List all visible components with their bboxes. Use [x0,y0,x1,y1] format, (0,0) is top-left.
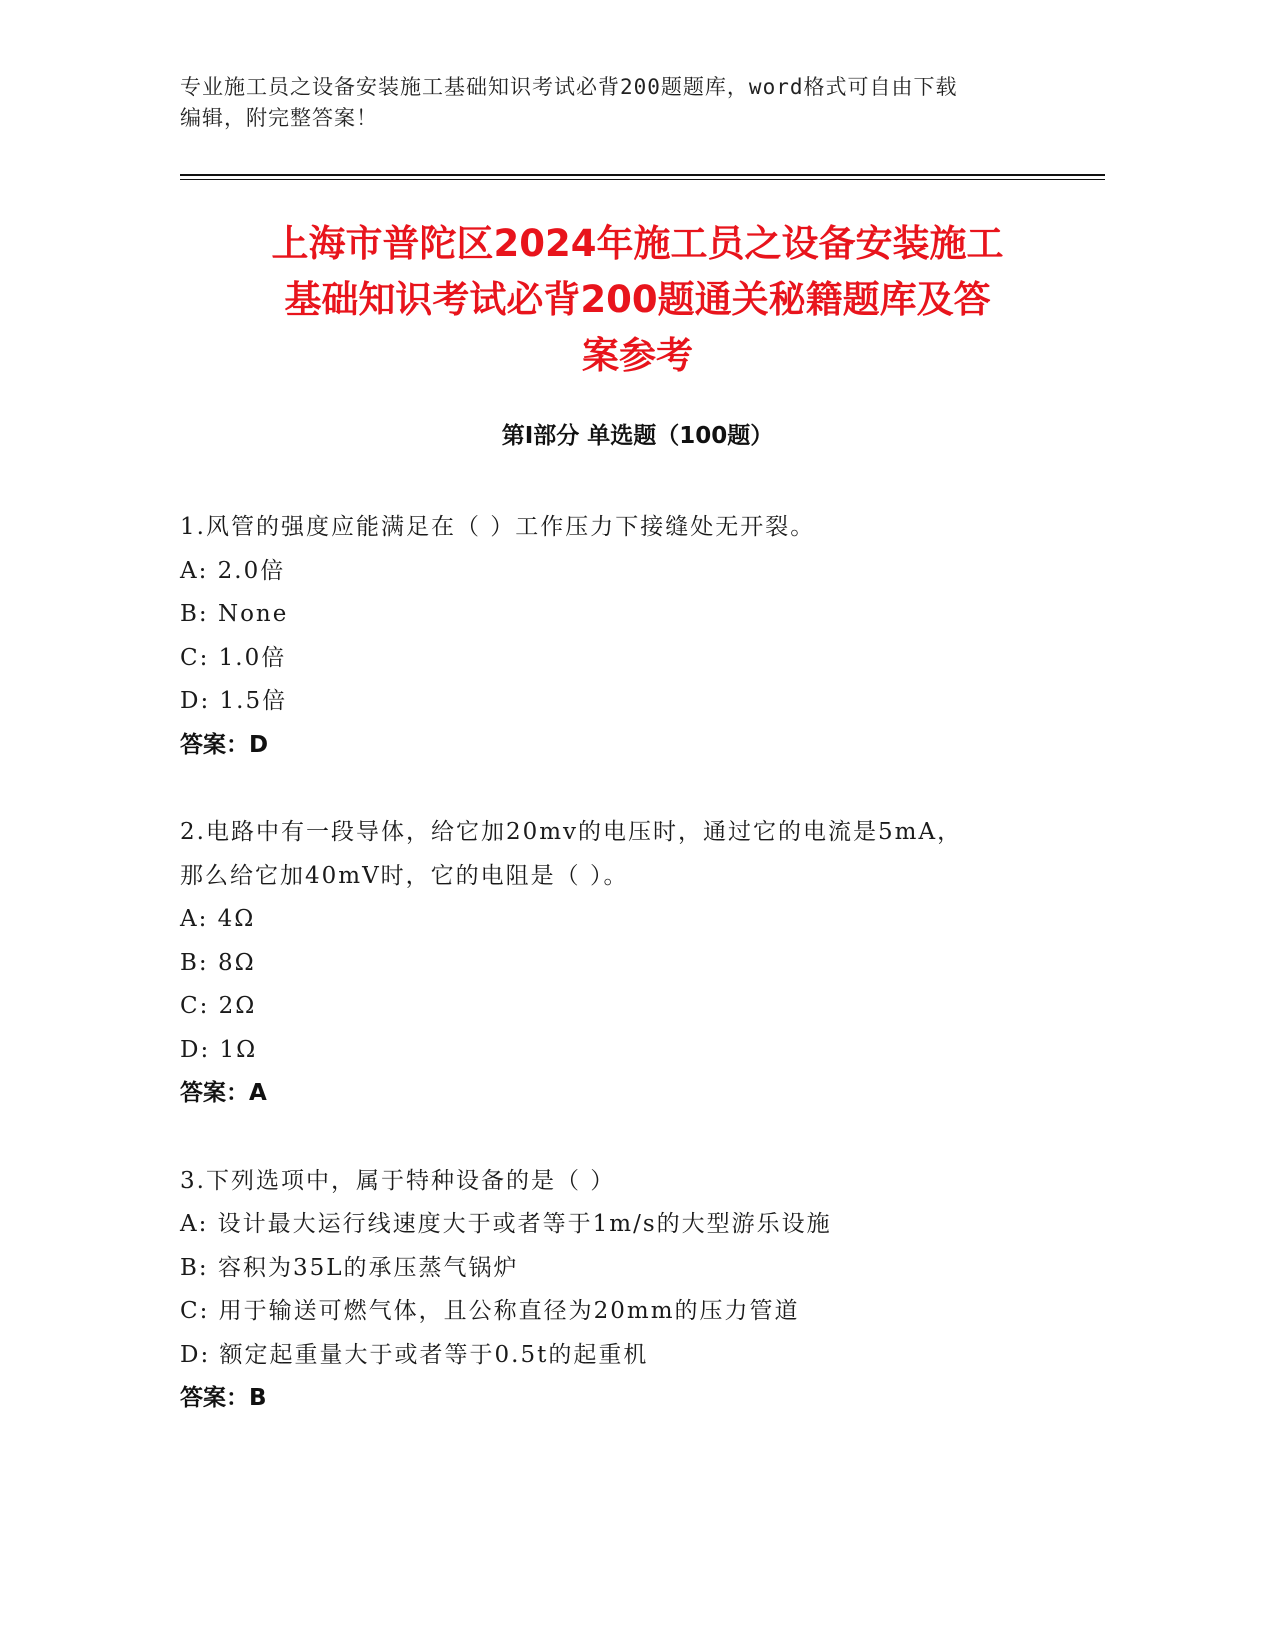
question-1 [180,506,1080,767]
document-title [160,216,1115,384]
question-2 [180,811,1080,1116]
option-d: D: 1.5倍 [180,688,288,714]
option-b: B: None [180,601,289,627]
answer-label: 答案：A [180,1080,267,1106]
header-note-line-1: 专业施工员之设备安装施工基础知识考试必背200题题库，word格式可自由下载 [180,75,958,99]
option-a: A: 设计最大运行线速度大于或者等于1m/s的大型游乐设施 [180,1211,832,1237]
header-note-line-2: 编辑，附完整答案！ [180,106,378,130]
option-c: C: 1.0倍 [180,644,287,671]
option-c: C: 用于输送可燃气体，且公称直径为20mm的压力管道 [180,1298,800,1324]
option-a: A: 2.0倍 [180,557,286,584]
option-b: B: 8Ω [180,949,256,976]
option-c: C: 2Ω [180,993,257,1019]
option-d: D: 1Ω [180,1036,258,1063]
question-stem: 1.风管的强度应能满足在（ ）工作压力下接缝处无开裂。 [180,514,816,540]
title-line-3: 案参考 [582,334,693,377]
header-divider-thin [180,179,1105,180]
answer-label: 答案：D [180,731,269,758]
option-d: D: 额定起重量大于或者等于0.5t的起重机 [180,1341,649,1368]
question-list [180,506,1080,1465]
question-3 [180,1160,1080,1421]
question-stem-continued: 那么给它加40mV时，它的电阻是（ ）。 [180,862,629,889]
title-line-2: 基础知识考试必背200题通关秘籍题库及答 [284,278,991,321]
question-stem: 2.电路中有一段导体，给它加20mv的电压时，通过它的电流是5mA， [180,819,963,845]
answer-label: 答案：B [180,1385,267,1411]
document-header-note [180,72,1100,134]
question-stem: 3.下列选项中，属于特种设备的是（ ） [180,1167,616,1194]
header-divider-thick [180,174,1105,176]
option-a: A: 4Ω [180,906,256,932]
option-b: B: 容积为35L的承压蒸气锅炉 [180,1254,519,1281]
section-heading: 第Ⅰ部分 单选题（100题） [501,423,774,449]
title-line-1: 上海市普陀区2024年施工员之设备安装施工 [271,222,1004,265]
